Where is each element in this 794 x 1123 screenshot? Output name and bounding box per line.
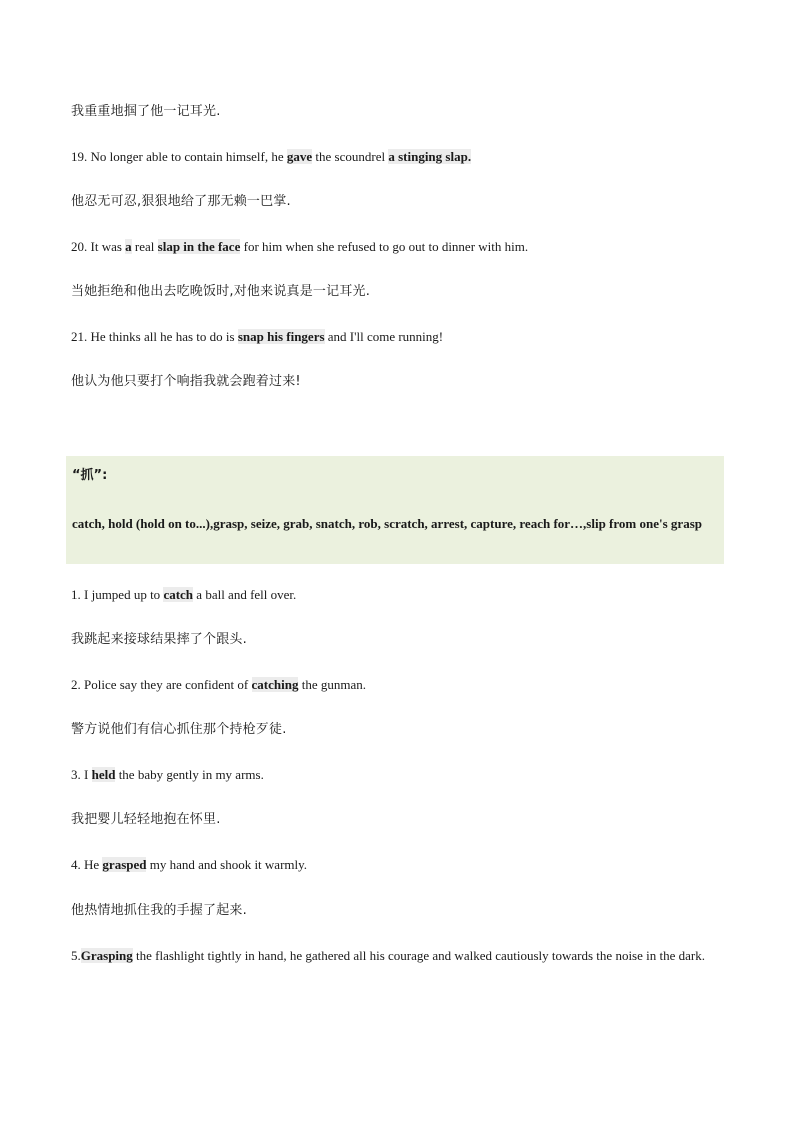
example-4-text: 4. He <box>71 857 103 872</box>
keyword-gave: gave <box>286 149 313 164</box>
keyword-grasped: grasped <box>102 857 147 872</box>
example-2-translation: 警方说他们有信心抓住那个持枪歹徒. <box>71 722 287 737</box>
example-1-translation: 我跳起来接球结果摔了个跟头. <box>71 632 247 647</box>
sentence-19-translation: 他忍无可忍,狠狠地给了那无赖一巴掌. <box>71 194 291 209</box>
keyword-snap-his-fingers: snap his fingers <box>237 329 325 344</box>
vocabulary-word-list: catch, hold (hold on to...),grasp, seize, grab, snatch, rob, scratch, arrest, capture, reach for…,slip from one's grasp <box>72 516 702 531</box>
sentence-19-text: 19. No longer able to contain himself, he <box>71 149 287 164</box>
sentence-18-translation: 我重重地掴了他一记耳光. <box>71 104 221 119</box>
keyword-grasping: Grasping <box>80 948 133 963</box>
example-3-text: 3. I <box>71 767 92 782</box>
example-2-text: 2. Police say they are confident of <box>71 677 252 692</box>
example-5 <box>71 940 723 971</box>
example-5-text-end: the flashlight tightly in hand, he gathered all his courage and walked cautiously towards the noise in the dark. <box>132 948 705 963</box>
example-5-text: 5. <box>71 948 81 963</box>
example-1-text-end: a ball and fell over. <box>193 587 297 602</box>
keyword-catch: catch <box>163 587 194 602</box>
example-4 <box>71 856 723 874</box>
example-4-text-end: my hand and shook it warmly. <box>146 857 308 872</box>
sentence-19 <box>71 148 723 166</box>
sentence-20 <box>71 238 723 256</box>
sentence-21-text: 21. He thinks all he has to do is <box>71 329 238 344</box>
example-2-text-end: the gunman. <box>298 677 366 692</box>
keyword-held: held <box>91 767 116 782</box>
vocabulary-title: “抓”: <box>72 468 108 483</box>
sentence-21-translation: 他认为他只要打个响指我就会跑着过来! <box>71 374 301 389</box>
sentence-21 <box>71 328 723 346</box>
example-3 <box>71 766 723 784</box>
example-1 <box>71 586 723 604</box>
example-4-translation: 他热情地抓住我的手握了起来. <box>71 903 247 918</box>
keyword-catching: catching <box>251 677 299 692</box>
example-3-text-end: the baby gently in my arms. <box>115 767 264 782</box>
keyword-a: a <box>125 239 132 254</box>
example-1-text: 1. I jumped up to <box>71 587 164 602</box>
sentence-20-text-end: for him when she refused to go out to dinner with him. <box>240 239 529 254</box>
vocabulary-box <box>66 456 724 564</box>
keyword-slap-in-the-face: slap in the face <box>157 239 241 254</box>
sentence-19-text-mid: the scoundrel <box>312 149 389 164</box>
sentence-21-text-end: and I'll come running! <box>324 329 444 344</box>
sentence-20-text: 20. It was <box>71 239 126 254</box>
sentence-20-text-mid: real <box>131 239 158 254</box>
sentence-20-translation: 当她拒绝和他出去吃晚饭时,对他来说真是一记耳光. <box>71 284 371 299</box>
keyword-stinging-slap: a stinging slap. <box>388 149 472 164</box>
example-3-translation: 我把婴儿轻轻地抱在怀里. <box>71 812 221 827</box>
example-2 <box>71 676 723 694</box>
